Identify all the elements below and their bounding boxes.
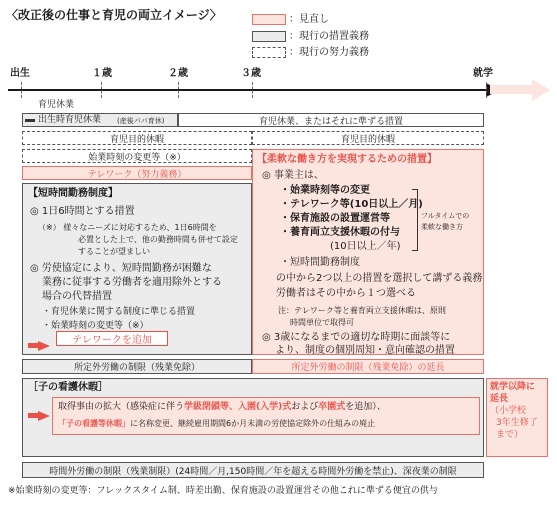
fulltime-label-2: 柔軟な働き方 [421, 223, 463, 231]
reason-expansion-d: 卒園式 [318, 402, 346, 412]
guide-age1 [101, 82, 102, 98]
rename-line [58, 418, 375, 429]
alt-measure-line-2: 業務に従事する労働者を適用除外とする [42, 277, 222, 288]
alt-measure-sub-2: ・始業時刻の変更等（※） [42, 321, 149, 331]
legend-swatch-revised [252, 14, 286, 25]
rename-line-a: 「子の看護等休暇」 [58, 419, 130, 428]
guide-age2 [178, 82, 179, 98]
extension-line-2: 延長 [490, 394, 509, 404]
timeline-extension-head [532, 79, 550, 101]
reason-expansion-line [58, 402, 386, 413]
select-two-obligation: の中から2つ以上の措置を選択して講ずる義務 [276, 273, 483, 284]
timeline-extension-bar [490, 85, 534, 94]
purpose-leave-left: 育児目的休暇 [22, 131, 252, 145]
extended-leave-bar: 育児休業、またはそれに準ずる措置 [178, 113, 484, 127]
add-telework-badge: テレワークを追加 [56, 331, 168, 346]
six-hour-item: ◎ 1日6時間とする措置 [30, 206, 135, 217]
measure-short-time: ・短時間勤務制度 [280, 257, 360, 268]
overtime-exemption-left: 所定外労働の制限（残業免除） [22, 359, 252, 374]
reason-expansion-e: を追加）、 [345, 402, 386, 412]
six-hour-note-2: 必置とした上で、他の勤務時間も併せて設定 [78, 235, 238, 244]
telework-effort-bar: テレワーク（努力義務） [22, 166, 252, 180]
worker-chooses-one: 労働者はその中から１つ選べる [276, 288, 416, 299]
extension-line-5: まで） [496, 430, 524, 440]
reason-expansion-a: 取得事由の拡大（感染症に伴う [58, 402, 185, 412]
employer-intro: ◎ 事業主は、 [262, 170, 324, 181]
fulltime-bracket [412, 189, 418, 251]
childcare-leave-label: 育児休業 [38, 100, 75, 110]
extension-line-4: 3年生修了 [496, 418, 538, 428]
timeline-label-age2: ２歳 [168, 68, 188, 79]
short-time-work-heading: 【短時間勤務制度】 [28, 188, 118, 199]
overtime-limit-bar: 時間外労働の制限（残業制限）(24時間／月,150時間／年を超える時間外労働を禁止)、深夜業の制限 [22, 462, 484, 478]
legend-swatch-effort [252, 47, 286, 58]
extension-line-1: 就学以降に [490, 382, 536, 392]
paternity-leave-label: 出生時育児休業 [38, 115, 102, 125]
guide-school [486, 82, 487, 98]
fulltime-label-1: フルタイムでの [421, 212, 470, 220]
six-hour-note-3: することが望ましい [78, 247, 150, 256]
extension-line-3: （小学校 [490, 406, 527, 416]
measure-telework: ・テレワーク等(10日以上／月) [280, 199, 423, 210]
paternity-leave-note: (産後パパ育休) [117, 117, 165, 125]
alt-measure-sub-1: ・育児休業に関する制度に準じる措置 [42, 307, 196, 317]
sick-child-leave-heading: ［子の看護休暇］ [28, 382, 108, 393]
guide-age3 [252, 82, 253, 98]
timeline-axis [8, 89, 488, 91]
hourly-note-1: 注：テレワーク等と養育両立支援休暇は、原則 [278, 306, 446, 315]
timeline-label-school: 就学 [473, 68, 493, 79]
legend-label-measure: ：現行の措置義務 [289, 31, 369, 42]
legend-label-effort: ：現行の努力義務 [289, 47, 369, 58]
start-time-change-bar: 始業時刻の変更等（※） [22, 149, 252, 163]
measure-support-leave: ・養育両立支援休暇の付与 [280, 227, 400, 238]
reason-expansion-c: および [291, 402, 319, 412]
six-hour-note-1: （※） 様々なニーズに対応するため、1日6時間を [38, 223, 217, 232]
measure-support-leave-days: (10日以上／年) [330, 241, 401, 252]
reason-expansion-b: 学級閉鎖等、入園(入学)式 [184, 402, 292, 412]
red-arrow-icon-2 [28, 405, 50, 424]
legend-swatch-measure [252, 31, 286, 42]
alt-measure-line-3: 場合の代替措置 [42, 291, 112, 302]
alt-measure-line-1: ◎ 労使協定により、短時間勤務が困難な [30, 263, 212, 274]
interview-item-2: より、制度の個別周知・意向確認の措置 [275, 345, 455, 356]
red-arrow-icon [28, 335, 50, 354]
legend-label-revised: ：見直し [289, 14, 329, 25]
paternity-leave-marker [25, 119, 35, 122]
footnote: ※始業時刻の変更等：フレックスタイム制、時差出勤、保育施設の設置運営その他これに準ずる便宜の供与 [8, 486, 438, 496]
flexible-work-heading: 【柔軟な働き方を実現するための措置】 [257, 154, 437, 165]
hourly-note-2: 時間単位で取得可 [290, 318, 354, 327]
timeline-label-age1: １歳 [92, 68, 112, 79]
timeline-label-age3: ３歳 [241, 68, 261, 79]
overtime-exemption-extension: 所定外労働の制限（残業免除）の延長 [252, 359, 484, 374]
purpose-leave-right: 育児目的休暇 [252, 131, 484, 145]
guide-birth [21, 82, 22, 98]
rename-line-b: に名称変更、継続雇用期間6か月未満の労使協定除外の仕組みの廃止 [130, 419, 376, 428]
page-title: 〈改正後の仕事と育児の両立イメージ〉 [6, 8, 222, 22]
measure-childcare-facility: ・保育施設の設置運営等 [280, 213, 390, 224]
interview-item-1: ◎ 3歳になるまでの適切な時期に面談等に [262, 332, 451, 343]
measure-start-time: ・始業時刻等の変更 [280, 185, 370, 196]
timeline-label-birth: 出生 [10, 68, 30, 79]
